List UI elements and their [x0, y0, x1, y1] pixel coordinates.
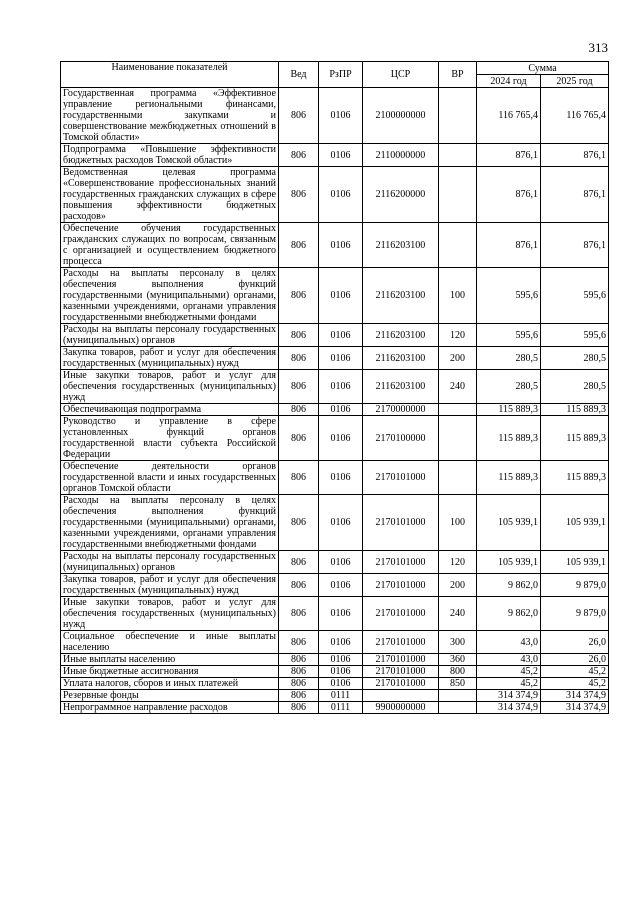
cell-ved: 806	[279, 631, 319, 654]
cell-sum-2024: 876,1	[477, 167, 541, 223]
header-sum: Сумма	[477, 62, 609, 75]
cell-name: Иные закупки товаров, работ и услуг для обеспечения государственных (муниципальных) нужд	[61, 597, 279, 631]
table-row	[61, 370, 609, 404]
cell-ved: 806	[279, 461, 319, 495]
cell-csr: 2116203100	[363, 324, 439, 347]
cell-rzpr: 0106	[319, 678, 363, 690]
cell-csr: 2170101000	[363, 666, 439, 678]
cell-rzpr: 0106	[319, 551, 363, 574]
table-row	[61, 654, 609, 666]
cell-csr: 2116200000	[363, 167, 439, 223]
cell-csr: 2116203100	[363, 223, 439, 268]
table-row	[61, 495, 609, 551]
cell-ved: 806	[279, 551, 319, 574]
cell-vr	[439, 88, 477, 144]
cell-name: Иные выплаты населению	[61, 654, 279, 666]
cell-sum-2024: 314 374,9	[477, 690, 541, 702]
cell-rzpr: 0106	[319, 324, 363, 347]
cell-csr: 2110000000	[363, 144, 439, 167]
table-row	[61, 690, 609, 702]
cell-rzpr: 0106	[319, 370, 363, 404]
cell-rzpr: 0106	[319, 416, 363, 461]
cell-ved: 806	[279, 690, 319, 702]
cell-ved: 806	[279, 347, 319, 370]
cell-name: Расходы на выплаты персоналу в целях обеспечения выполнения функций государственными (муниципальными) органами, казенными учреждениями, органами управления государственными внебюджетными фондами	[61, 495, 279, 551]
cell-ved: 806	[279, 223, 319, 268]
cell-vr	[439, 461, 477, 495]
table-row	[61, 574, 609, 597]
cell-sum-2024: 280,5	[477, 370, 541, 404]
cell-sum-2025: 280,5	[541, 370, 609, 404]
cell-sum-2025: 876,1	[541, 144, 609, 167]
cell-name: Иные бюджетные ассигнования	[61, 666, 279, 678]
table-row	[61, 268, 609, 324]
header-vr: ВР	[439, 62, 477, 88]
page-number: 313	[588, 40, 608, 55]
cell-rzpr: 0106	[319, 666, 363, 678]
cell-vr: 300	[439, 631, 477, 654]
header-year-2025: 2025 год	[541, 75, 609, 88]
cell-vr: 120	[439, 551, 477, 574]
cell-sum-2025: 115 889,3	[541, 461, 609, 495]
cell-name: Обеспечивающая подпрограмма	[61, 404, 279, 416]
cell-rzpr: 0106	[319, 597, 363, 631]
cell-rzpr: 0106	[319, 495, 363, 551]
cell-name: Обеспечение деятельности органов государственной власти и иных государственных органов Томской области	[61, 461, 279, 495]
cell-ved: 806	[279, 370, 319, 404]
cell-sum-2024: 9 862,0	[477, 597, 541, 631]
cell-rzpr: 0111	[319, 702, 363, 714]
cell-sum-2025: 876,1	[541, 223, 609, 268]
table-row	[61, 167, 609, 223]
cell-csr: 2170101000	[363, 495, 439, 551]
cell-name: Руководство и управление в сфере установленных функций органов государственной власти субъекта Российской Федерации	[61, 416, 279, 461]
cell-rzpr: 0106	[319, 88, 363, 144]
cell-vr	[439, 404, 477, 416]
table-row	[61, 324, 609, 347]
cell-name: Расходы на выплаты персоналу в целях обеспечения выполнения функций государственными (муниципальными) органами, казенными учреждениями, органами управления государственными внебюджетными фондами	[61, 268, 279, 324]
cell-rzpr: 0106	[319, 347, 363, 370]
cell-csr	[363, 690, 439, 702]
cell-csr: 2170000000	[363, 404, 439, 416]
cell-sum-2025: 115 889,3	[541, 416, 609, 461]
cell-sum-2025: 45,2	[541, 678, 609, 690]
cell-vr: 200	[439, 574, 477, 597]
cell-sum-2025: 115 889,3	[541, 404, 609, 416]
cell-csr: 2116203100	[363, 347, 439, 370]
cell-name: Закупка товаров, работ и услуг для обеспечения государственных (муниципальных) нужд	[61, 574, 279, 597]
table-row	[61, 631, 609, 654]
table-row	[61, 223, 609, 268]
cell-sum-2024: 116 765,4	[477, 88, 541, 144]
cell-sum-2024: 876,1	[477, 144, 541, 167]
cell-name: Резервные фонды	[61, 690, 279, 702]
cell-rzpr: 0106	[319, 144, 363, 167]
cell-rzpr: 0106	[319, 404, 363, 416]
cell-vr	[439, 167, 477, 223]
cell-vr: 240	[439, 597, 477, 631]
cell-name: Подпрограмма «Повышение эффективности бюджетных расходов Томской области»	[61, 144, 279, 167]
table-row	[61, 416, 609, 461]
cell-sum-2024: 45,2	[477, 678, 541, 690]
cell-vr: 360	[439, 654, 477, 666]
table-row	[61, 88, 609, 144]
cell-sum-2025: 876,1	[541, 167, 609, 223]
cell-ved: 806	[279, 654, 319, 666]
cell-vr: 100	[439, 495, 477, 551]
cell-csr: 2116203100	[363, 370, 439, 404]
cell-vr	[439, 223, 477, 268]
cell-name: Закупка товаров, работ и услуг для обеспечения государственных (муниципальных) нужд	[61, 347, 279, 370]
cell-rzpr: 0111	[319, 690, 363, 702]
cell-sum-2024: 280,5	[477, 347, 541, 370]
cell-vr	[439, 144, 477, 167]
budget-table	[60, 61, 609, 714]
header-csr: ЦСР	[363, 62, 439, 88]
cell-ved: 806	[279, 88, 319, 144]
cell-sum-2025: 105 939,1	[541, 551, 609, 574]
cell-ved: 806	[279, 144, 319, 167]
cell-sum-2025: 45,2	[541, 666, 609, 678]
cell-sum-2024: 314 374,9	[477, 702, 541, 714]
table-row	[61, 597, 609, 631]
cell-csr: 2170101000	[363, 654, 439, 666]
cell-name: Ведомственная целевая программа «Совершенствование профессиональных знаний государственных гражданских служащих в сфере повышения эффективности бюджетных расходов»	[61, 167, 279, 223]
table-row	[61, 702, 609, 714]
cell-vr: 240	[439, 370, 477, 404]
cell-sum-2025: 595,6	[541, 324, 609, 347]
cell-vr: 100	[439, 268, 477, 324]
cell-name: Уплата налогов, сборов и иных платежей	[61, 678, 279, 690]
cell-rzpr: 0106	[319, 268, 363, 324]
table-header	[61, 62, 609, 88]
cell-sum-2025: 9 879,0	[541, 597, 609, 631]
cell-name: Иные закупки товаров, работ и услуг для обеспечения государственных (муниципальных) нужд	[61, 370, 279, 404]
cell-sum-2025: 105 939,1	[541, 495, 609, 551]
cell-name: Социальное обеспечение и иные выплаты населению	[61, 631, 279, 654]
table-row	[61, 404, 609, 416]
cell-vr: 200	[439, 347, 477, 370]
header-year-2024: 2024 год	[477, 75, 541, 88]
cell-vr	[439, 702, 477, 714]
cell-ved: 806	[279, 167, 319, 223]
header-rzpr: РзПР	[319, 62, 363, 88]
cell-csr: 2170101000	[363, 461, 439, 495]
cell-sum-2024: 115 889,3	[477, 404, 541, 416]
cell-sum-2024: 9 862,0	[477, 574, 541, 597]
cell-sum-2024: 876,1	[477, 223, 541, 268]
cell-vr	[439, 690, 477, 702]
cell-vr: 800	[439, 666, 477, 678]
cell-sum-2024: 45,2	[477, 666, 541, 678]
cell-ved: 806	[279, 666, 319, 678]
cell-ved: 806	[279, 678, 319, 690]
cell-rzpr: 0106	[319, 654, 363, 666]
cell-csr: 2170100000	[363, 416, 439, 461]
cell-sum-2025: 9 879,0	[541, 574, 609, 597]
cell-sum-2025: 595,6	[541, 268, 609, 324]
cell-csr: 2170101000	[363, 551, 439, 574]
cell-name: Обеспечение обучения государственных гражданских служащих по вопросам, связанным с организацией и осуществлением бюджетного процесса	[61, 223, 279, 268]
cell-vr	[439, 416, 477, 461]
cell-sum-2024: 105 939,1	[477, 551, 541, 574]
cell-sum-2025: 26,0	[541, 654, 609, 666]
table-row	[61, 347, 609, 370]
cell-name: Расходы на выплаты персоналу государственных (муниципальных) органов	[61, 551, 279, 574]
cell-vr: 850	[439, 678, 477, 690]
cell-sum-2025: 314 374,9	[541, 702, 609, 714]
cell-csr: 9900000000	[363, 702, 439, 714]
cell-ved: 806	[279, 416, 319, 461]
table-row	[61, 461, 609, 495]
header-name: Наименование показателей	[61, 62, 279, 88]
cell-csr: 2100000000	[363, 88, 439, 144]
cell-ved: 806	[279, 574, 319, 597]
cell-csr: 2116203100	[363, 268, 439, 324]
cell-rzpr: 0106	[319, 574, 363, 597]
table-row	[61, 678, 609, 690]
cell-ved: 806	[279, 324, 319, 347]
cell-name: Расходы на выплаты персоналу государственных (муниципальных) органов	[61, 324, 279, 347]
cell-sum-2025: 280,5	[541, 347, 609, 370]
cell-ved: 806	[279, 702, 319, 714]
cell-name: Государственная программа «Эффективное управление региональными финансами, государственными закупками и совершенствование межбюджетных отношений в Томской области»	[61, 88, 279, 144]
cell-sum-2024: 115 889,3	[477, 461, 541, 495]
cell-sum-2024: 595,6	[477, 324, 541, 347]
cell-csr: 2170101000	[363, 631, 439, 654]
cell-sum-2025: 26,0	[541, 631, 609, 654]
cell-sum-2024: 105 939,1	[477, 495, 541, 551]
cell-sum-2025: 116 765,4	[541, 88, 609, 144]
cell-csr: 2170101000	[363, 678, 439, 690]
cell-name: Непрограммное направление расходов	[61, 702, 279, 714]
cell-rzpr: 0106	[319, 461, 363, 495]
cell-sum-2024: 115 889,3	[477, 416, 541, 461]
table-row	[61, 551, 609, 574]
cell-rzpr: 0106	[319, 167, 363, 223]
cell-csr: 2170101000	[363, 597, 439, 631]
table-row	[61, 144, 609, 167]
table-body	[61, 88, 609, 714]
cell-rzpr: 0106	[319, 631, 363, 654]
cell-ved: 806	[279, 495, 319, 551]
cell-ved: 806	[279, 597, 319, 631]
cell-ved: 806	[279, 268, 319, 324]
cell-sum-2024: 595,6	[477, 268, 541, 324]
cell-sum-2024: 43,0	[477, 631, 541, 654]
table-row	[61, 666, 609, 678]
header-ved: Вед	[279, 62, 319, 88]
cell-rzpr: 0106	[319, 223, 363, 268]
cell-sum-2025: 314 374,9	[541, 690, 609, 702]
cell-csr: 2170101000	[363, 574, 439, 597]
cell-vr: 120	[439, 324, 477, 347]
cell-sum-2024: 43,0	[477, 654, 541, 666]
cell-ved: 806	[279, 404, 319, 416]
